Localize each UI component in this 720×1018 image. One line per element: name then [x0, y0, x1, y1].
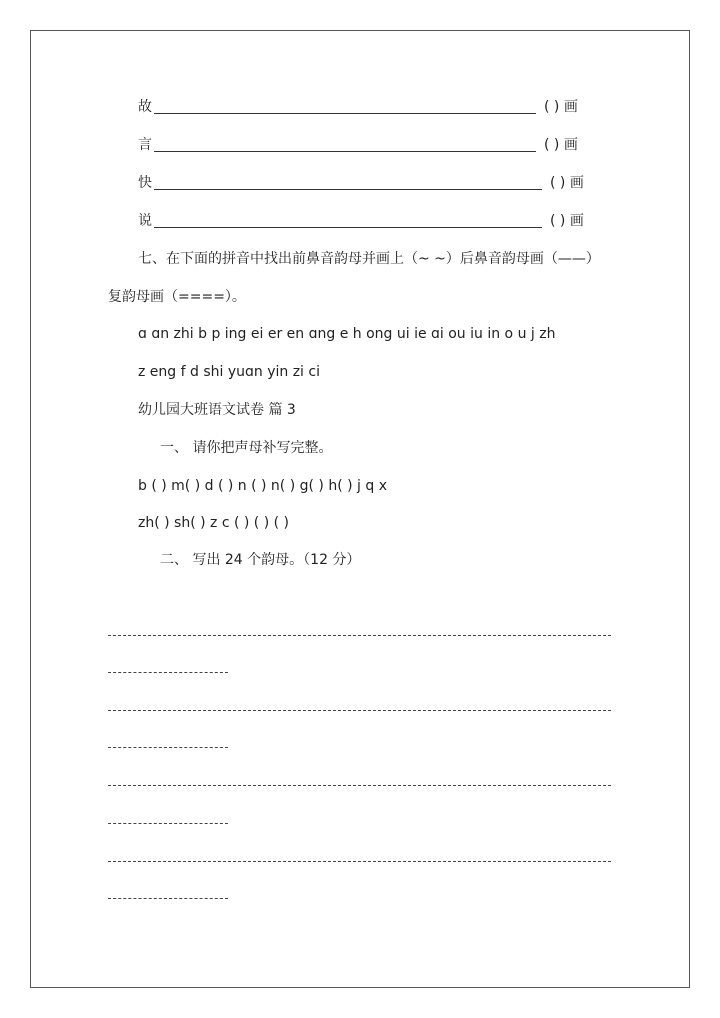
answer-dash-line[interactable] — [108, 861, 611, 862]
paper3-q1-line2: zh( ) sh( ) z c ( ) ( ) ( ) — [138, 515, 290, 531]
answer-dash-line[interactable] — [108, 747, 228, 748]
stroke-row-char: 故 — [138, 99, 152, 115]
paper3-question2: 二、 写出 24 个韵母。（12 分） — [160, 552, 361, 568]
answer-blank[interactable] — [154, 227, 542, 228]
answer-dash-line[interactable] — [108, 823, 228, 824]
stroke-count-suffix: ( ) 画 — [550, 175, 584, 191]
stroke-row-char: 言 — [138, 137, 152, 153]
answer-dash-line[interactable] — [108, 672, 228, 673]
answer-blank[interactable] — [154, 113, 536, 114]
answer-blank[interactable] — [154, 151, 536, 152]
paper3-question1: 一、 请你把声母补写完整。 — [160, 440, 333, 456]
stroke-row-3 — [138, 174, 598, 192]
section7-pinyin-line1: ɑ ɑn zhi b p ing ei er en ɑng e h ong ui ie ɑi ou iu in o u j zh — [138, 326, 556, 342]
paper3-title: 幼儿园大班语文试卷 篇 3 — [138, 402, 296, 418]
paper3-q1-line1: b ( ) m( ) d ( ) n ( ) n( ) g( ) h( ) j q x — [138, 478, 387, 494]
answer-dash-line[interactable] — [108, 710, 611, 711]
answer-dash-line[interactable] — [108, 785, 611, 786]
stroke-row-2 — [138, 136, 598, 154]
stroke-count-suffix: ( ) 画 — [544, 99, 578, 115]
answer-dash-line[interactable] — [108, 898, 228, 899]
section7-pinyin-line2: z eng f d shi yuɑn yin zi ci — [138, 364, 320, 380]
section7-instruction-line1: 七、在下面的拼音中找出前鼻音韵母并画上（~ ~）后鼻音韵母画（——） — [138, 251, 600, 267]
answer-blank[interactable] — [154, 189, 542, 190]
stroke-row-4 — [138, 212, 598, 230]
answer-dash-line[interactable] — [108, 635, 611, 636]
stroke-count-suffix: ( ) 画 — [550, 213, 584, 229]
stroke-row-char: 快 — [138, 175, 152, 191]
stroke-count-suffix: ( ) 画 — [544, 137, 578, 153]
section7-instruction-line2: 复韵母画（====）。 — [108, 289, 246, 305]
stroke-row-1 — [138, 98, 598, 116]
stroke-row-char: 说 — [138, 213, 152, 229]
